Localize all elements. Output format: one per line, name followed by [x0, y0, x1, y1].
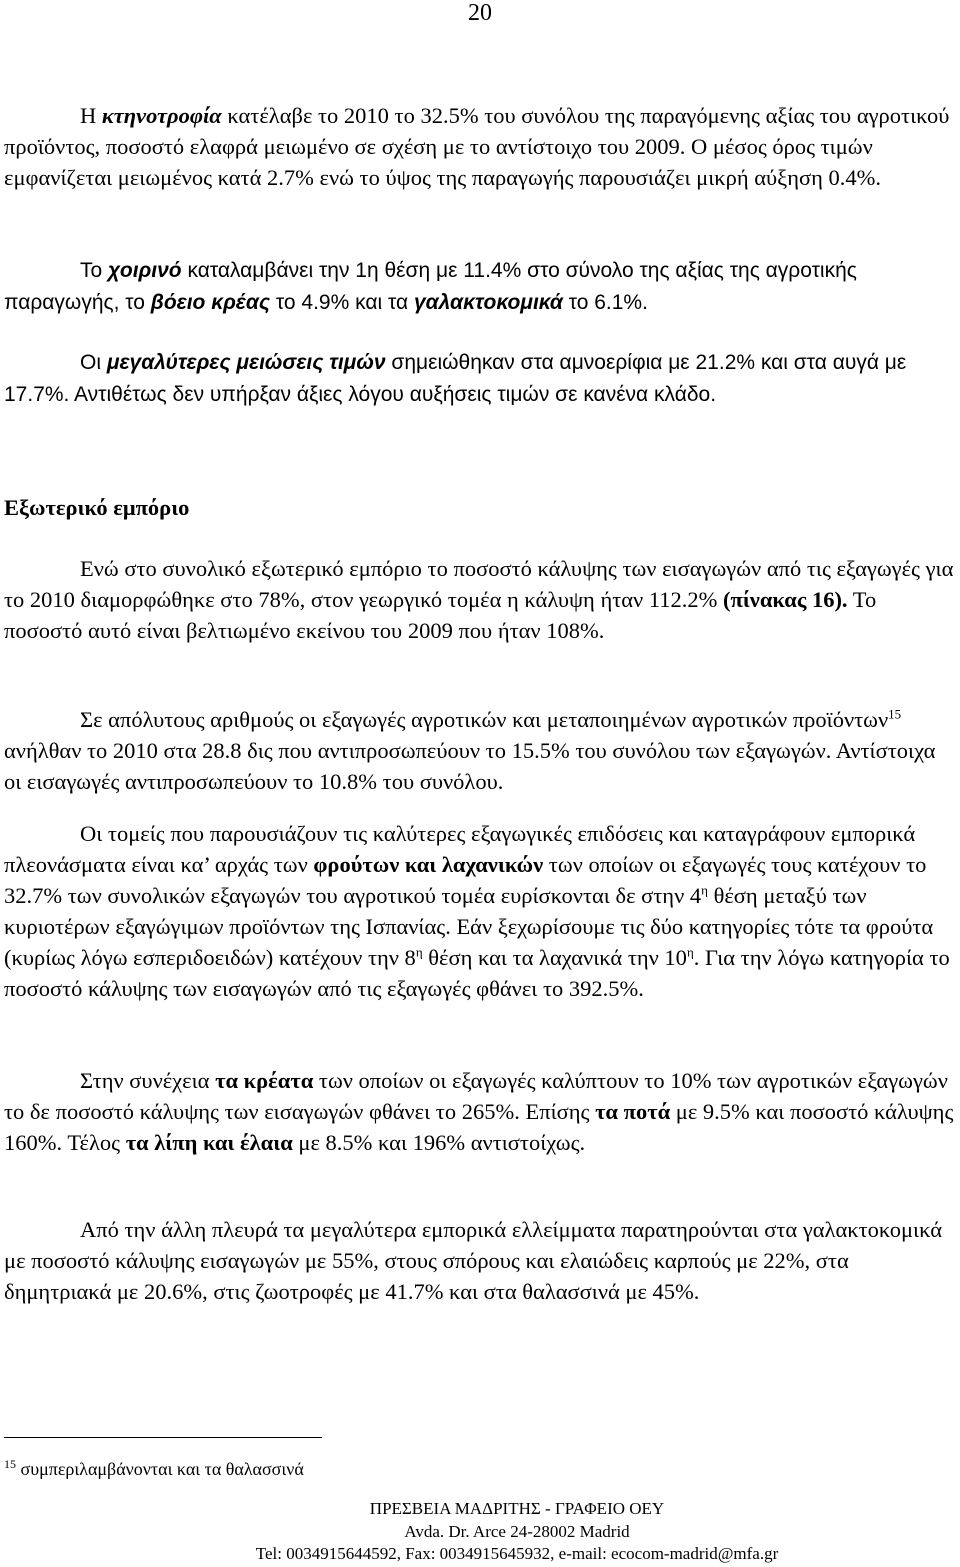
- term-fruits-vegetables: φρούτων και λαχανικών: [313, 852, 544, 877]
- footer-address: Avda. Dr. Arce 24-28002 Madrid: [404, 1522, 630, 1541]
- term-drinks: τα ποτά: [595, 1099, 671, 1124]
- paragraph-livestock: Η κτηνοτροφία κατέλαβε το 2010 το 32.5% του συνόλου της παραγόμενης αξίας του αγροτικού προϊόντος, ποσοστό ελαφρά μειωμένο σε σχέση με το αντίστοιχο του 2009. Ο μέσος όρος τιμών εμφανίζεται μειωμένος κατά 2.7% ενώ το ύψος της παραγωγής παρουσιάζει μικρή αύξηση 0.4%.: [4, 103, 950, 190]
- section-heading-foreign-trade: Εξωτερικό εμπόριο: [4, 495, 190, 520]
- page-number: 20: [468, 0, 492, 26]
- paragraph-coverage: Ενώ στο συνολικό εξωτερικό εμπόριο το ποσοστό κάλυψης των εισαγωγών από τις εξαγωγές για το 2010 διαμορφώθηκε στο 78%, στον γεωργικό τομέα η κάλυψη ήταν 112.2% (πίνακας 16). Το ποσοστό αυτό είναι βελτιωμένο εκείνου του 2009 που ήταν 108%.: [4, 556, 954, 643]
- term-largest-decreases: μεγαλύτερες μειώσεις τιμών: [106, 351, 386, 374]
- table-reference: (πίνακας 16).: [723, 587, 848, 612]
- term-pork: χοιρινό: [108, 259, 182, 282]
- footnote-number: 15: [4, 1457, 16, 1471]
- term-meats: τα κρέατα: [215, 1068, 314, 1093]
- paragraph-pork-beef-dairy: Το χοιρινό καταλαμβάνει την 1η θέση με 11.4% στο σύνολο της αξίας της αγροτικής παραγωγής, το βόειο κρέας το 4.9% και τα γαλακτοκομικά το 6.1%.: [4, 259, 857, 314]
- footnote-divider: [4, 1437, 322, 1438]
- footer-embassy: ΠΡΕΣΒΕΙΑ ΜΑΔΡΙΤΗΣ - ΓΡΑΦΕΙΟ ΟΕΥ: [369, 1499, 665, 1518]
- term-fats-oils: τα λίπη και έλαια: [125, 1130, 293, 1155]
- term-dairy: γαλακτοκομικά: [413, 290, 563, 314]
- footnote: $^{15}$ συμπεριλαμβάνονται και τα θαλασσινά: [4, 1457, 304, 1479]
- term-livestock: κτηνοτροφία: [101, 103, 222, 128]
- term-beef: βόειο κρέας: [150, 290, 271, 314]
- paragraph-meat-drinks-oils: Στην συνέχεια τα κρέατα των οποίων οι εξαγωγές καλύπτουν το 10% των αγροτικών εξαγωγών το δε ποσοστό κάλυψης των εισαγωγών φθάνει το 265%. Επίσης τα ποτά με 9.5% και ποσοστό κάλυψης 160%. Τέλος τα λίπη και έλαια με 8.5% και 196% αντιστοίχως.: [4, 1068, 954, 1155]
- paragraph-price-decreases: Οι μεγαλύτερες μειώσεις τιμών σημειώθηκαν στα αμνοερίφια με 21.2% και στα αυγά με 17.7%. Αντιθέτως δεν υπήρξαν άξιες λόγου αυξήσεις τιμών σε κανένα κλάδο.: [4, 351, 907, 406]
- paragraph-deficits: Από την άλλη πλευρά τα μεγαλύτερα εμπορικά ελλείμματα παρατηρούνται στα γαλακτοκομικά με ποσοστό κάλυψης εισαγωγών με 55%, στους σπόρους και ελαιώδεις καρπούς με 22%, στα δημητριακά με 20.6%, στις ζωοτροφές με 41.7% και στα θαλασσινά με 45%.: [4, 1217, 943, 1304]
- footnote-marker: 15: [888, 706, 902, 722]
- footer-contact: Tel: 0034915644592, Fax: 0034915645932, e-mail: ecocom-madrid@mfa.gr: [255, 1544, 779, 1563]
- paragraph-best-sectors: Οι τομείς που παρουσιάζουν τις καλύτερες εξαγωγικές επιδόσεις και καταγράφουν εμπορικά πλεονάσματα είναι κα’ αρχάς των φρούτων και λαχανικών των οποίων οι εξαγωγές τους κατέχουν το 32.7% των συνολικών εξαγωγών του αγροτικού τομέα ευρίσκονται δε στην $4^\eta$ θέση μεταξύ των κυριοτέρων εξαγώγιμων προϊόντων της Ισπανίας. Εάν ξεχωρίσουμε τις δύο κατηγορίες τότε τα φρούτα (κυρίως λόγω εσπεριδοειδών) κατέχουν την $8^\eta$ θέση και τα λαχανικά την $10^\eta$. Για την λόγω κατηγορία το ποσοστό κάλυψης των εισαγωγών από τις εξαγωγές φθάνει το 392.5%.: [4, 821, 950, 1001]
- paragraph-absolute-numbers: Σε απόλυτους αριθμούς οι εξαγωγές αγροτικών και μεταποιημένων αγροτικών προϊόντων$^{15}$ ανήλθαν το 2010 στα 28.8 δις που αντιπροσωπεύουν το 15.5% του συνόλου των εξαγωγών. Αντίστοιχα οι εισαγωγές αντιπροσωπεύουν το 10.8% του συνόλου.: [4, 706, 936, 794]
